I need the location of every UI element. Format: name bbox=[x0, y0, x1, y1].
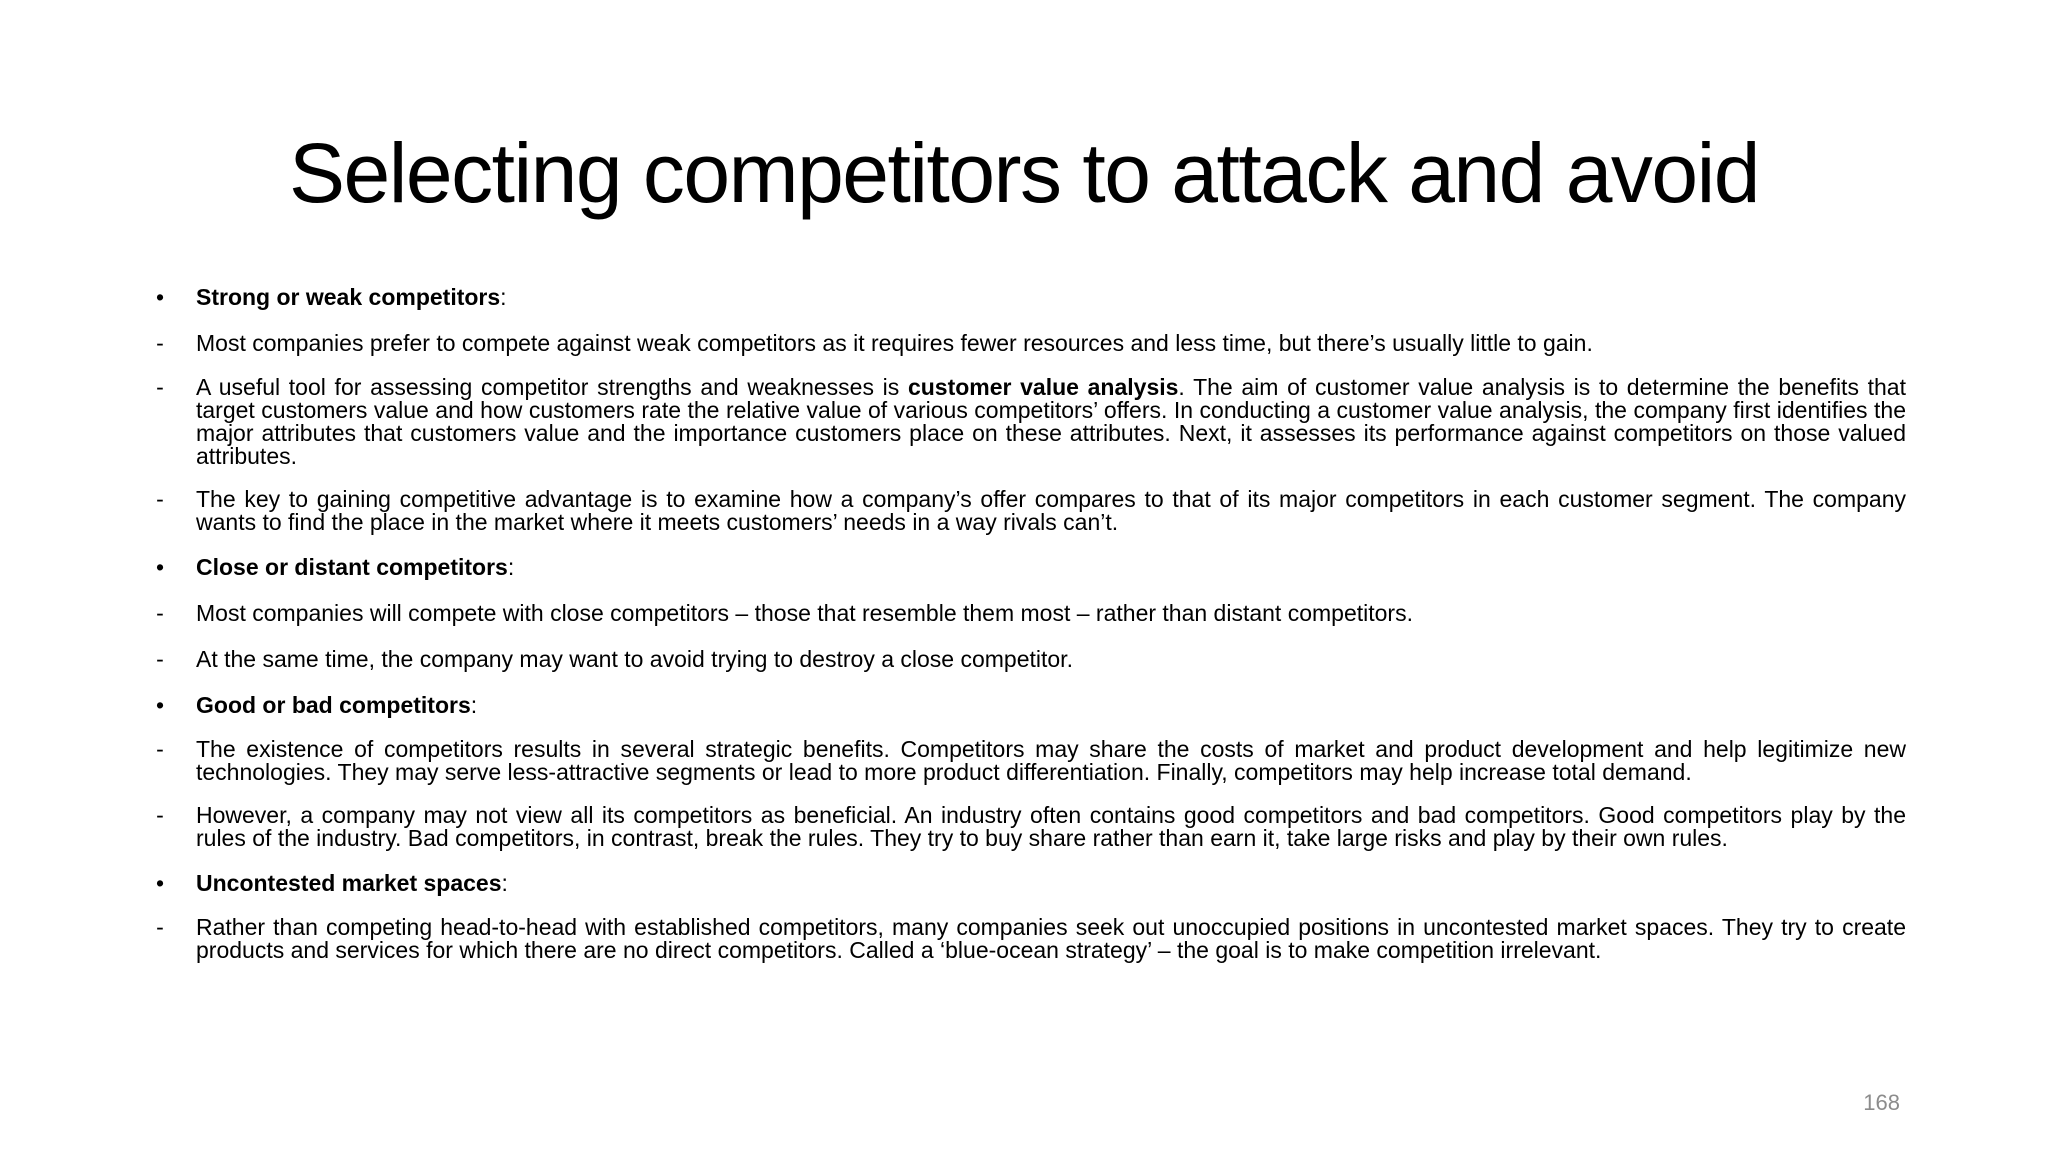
dash-marker: - bbox=[156, 802, 164, 828]
list-item: - A useful tool for assessing competitor strengths and weaknesses is customer value analysis. The aim of customer value analysis is to determine the benefits that target customers value and how customers rate the relative value of various competitors’ offers. In conducting a customer value analysis, the company first identifies the major attributes that customers value and the importance customers place on these attributes. Next, it assesses its performance against competitors on those valued attributes. bbox=[150, 376, 1906, 468]
list-item bbox=[150, 916, 1906, 962]
list-item bbox=[150, 646, 1906, 672]
section-heading-text: Close or distant competitors bbox=[196, 554, 508, 580]
bullet-marker: • bbox=[155, 284, 165, 310]
dash-marker: - bbox=[156, 374, 164, 400]
slide-title: Selecting competitors to attack and avoid bbox=[288, 126, 1760, 220]
dash-marker: - bbox=[156, 486, 164, 512]
list-item bbox=[150, 804, 1906, 850]
list-item-text: The key to gaining competitive advantage is to examine how a company’s offer compares to that of its major competitors in each customer segment. The company wants to find the place in the market where it meets customers’ needs in a way rivals can’t. bbox=[196, 486, 1906, 535]
bullet-marker: • bbox=[155, 870, 165, 896]
dash-marker: - bbox=[156, 330, 164, 356]
page-number: 168 bbox=[1863, 1090, 1900, 1115]
list-item-text: Most companies will compete with close competitors – those that resemble them most – rather than distant competitors. bbox=[196, 600, 1413, 626]
list-item-text: Most companies prefer to compete against weak competitors as it requires fewer resources and less time, but there’s usually little to gain. bbox=[196, 330, 1593, 356]
list-item-text: At the same time, the company may want to avoid trying to destroy a close competitor. bbox=[196, 646, 1073, 672]
list-item bbox=[150, 488, 1906, 534]
dash-marker: - bbox=[156, 914, 164, 940]
section-heading-uncontested: • Uncontested market spaces: bbox=[150, 870, 1906, 896]
list-item bbox=[150, 600, 1906, 626]
list-item bbox=[150, 738, 1906, 784]
list-item bbox=[150, 330, 1906, 356]
section-heading-strong-weak: • Strong or weak competitors: bbox=[150, 284, 1906, 310]
dash-marker: - bbox=[156, 736, 164, 762]
list-item-text: Rather than competing head-to-head with established competitors, many companies seek out unoccupied positions in uncontested market spaces. They try to create products and services for which there are no direct competitors. Called a ‘blue-ocean strategy’ – the goal is to make competition irrelevant. bbox=[196, 914, 1906, 963]
slide-content bbox=[150, 284, 1906, 982]
section-heading-text: Uncontested market spaces bbox=[196, 870, 502, 896]
section-heading-text: Strong or weak competitors bbox=[196, 284, 501, 310]
list-item-text: However, a company may not view all its competitors as beneficial. An industry often contains good competitors and bad competitors. Good competitors play by the rules of the industry. Bad competitors, in contrast, break the rules. They try to buy share rather than earn it, take large risks and play by their own rules. bbox=[196, 802, 1906, 851]
section-heading-text: Good or bad competitors bbox=[196, 692, 471, 718]
section-heading-close-distant: • Close or distant competitors: bbox=[150, 554, 1906, 580]
emphasis-text: customer value analysis bbox=[907, 374, 1179, 400]
section-heading-good-bad: • Good or bad competitors: bbox=[150, 692, 1906, 718]
list-item-text: The existence of competitors results in several strategic benefits. Competitors may share the costs of market and product development and help legitimize new technologies. They may serve less-attractive segments or lead to more product differentiation. Finally, competitors may help increase total demand. bbox=[196, 736, 1906, 785]
bullet-marker: • bbox=[155, 692, 165, 718]
dash-marker: - bbox=[156, 646, 164, 672]
bullet-marker: • bbox=[155, 554, 165, 580]
dash-marker: - bbox=[156, 600, 164, 626]
